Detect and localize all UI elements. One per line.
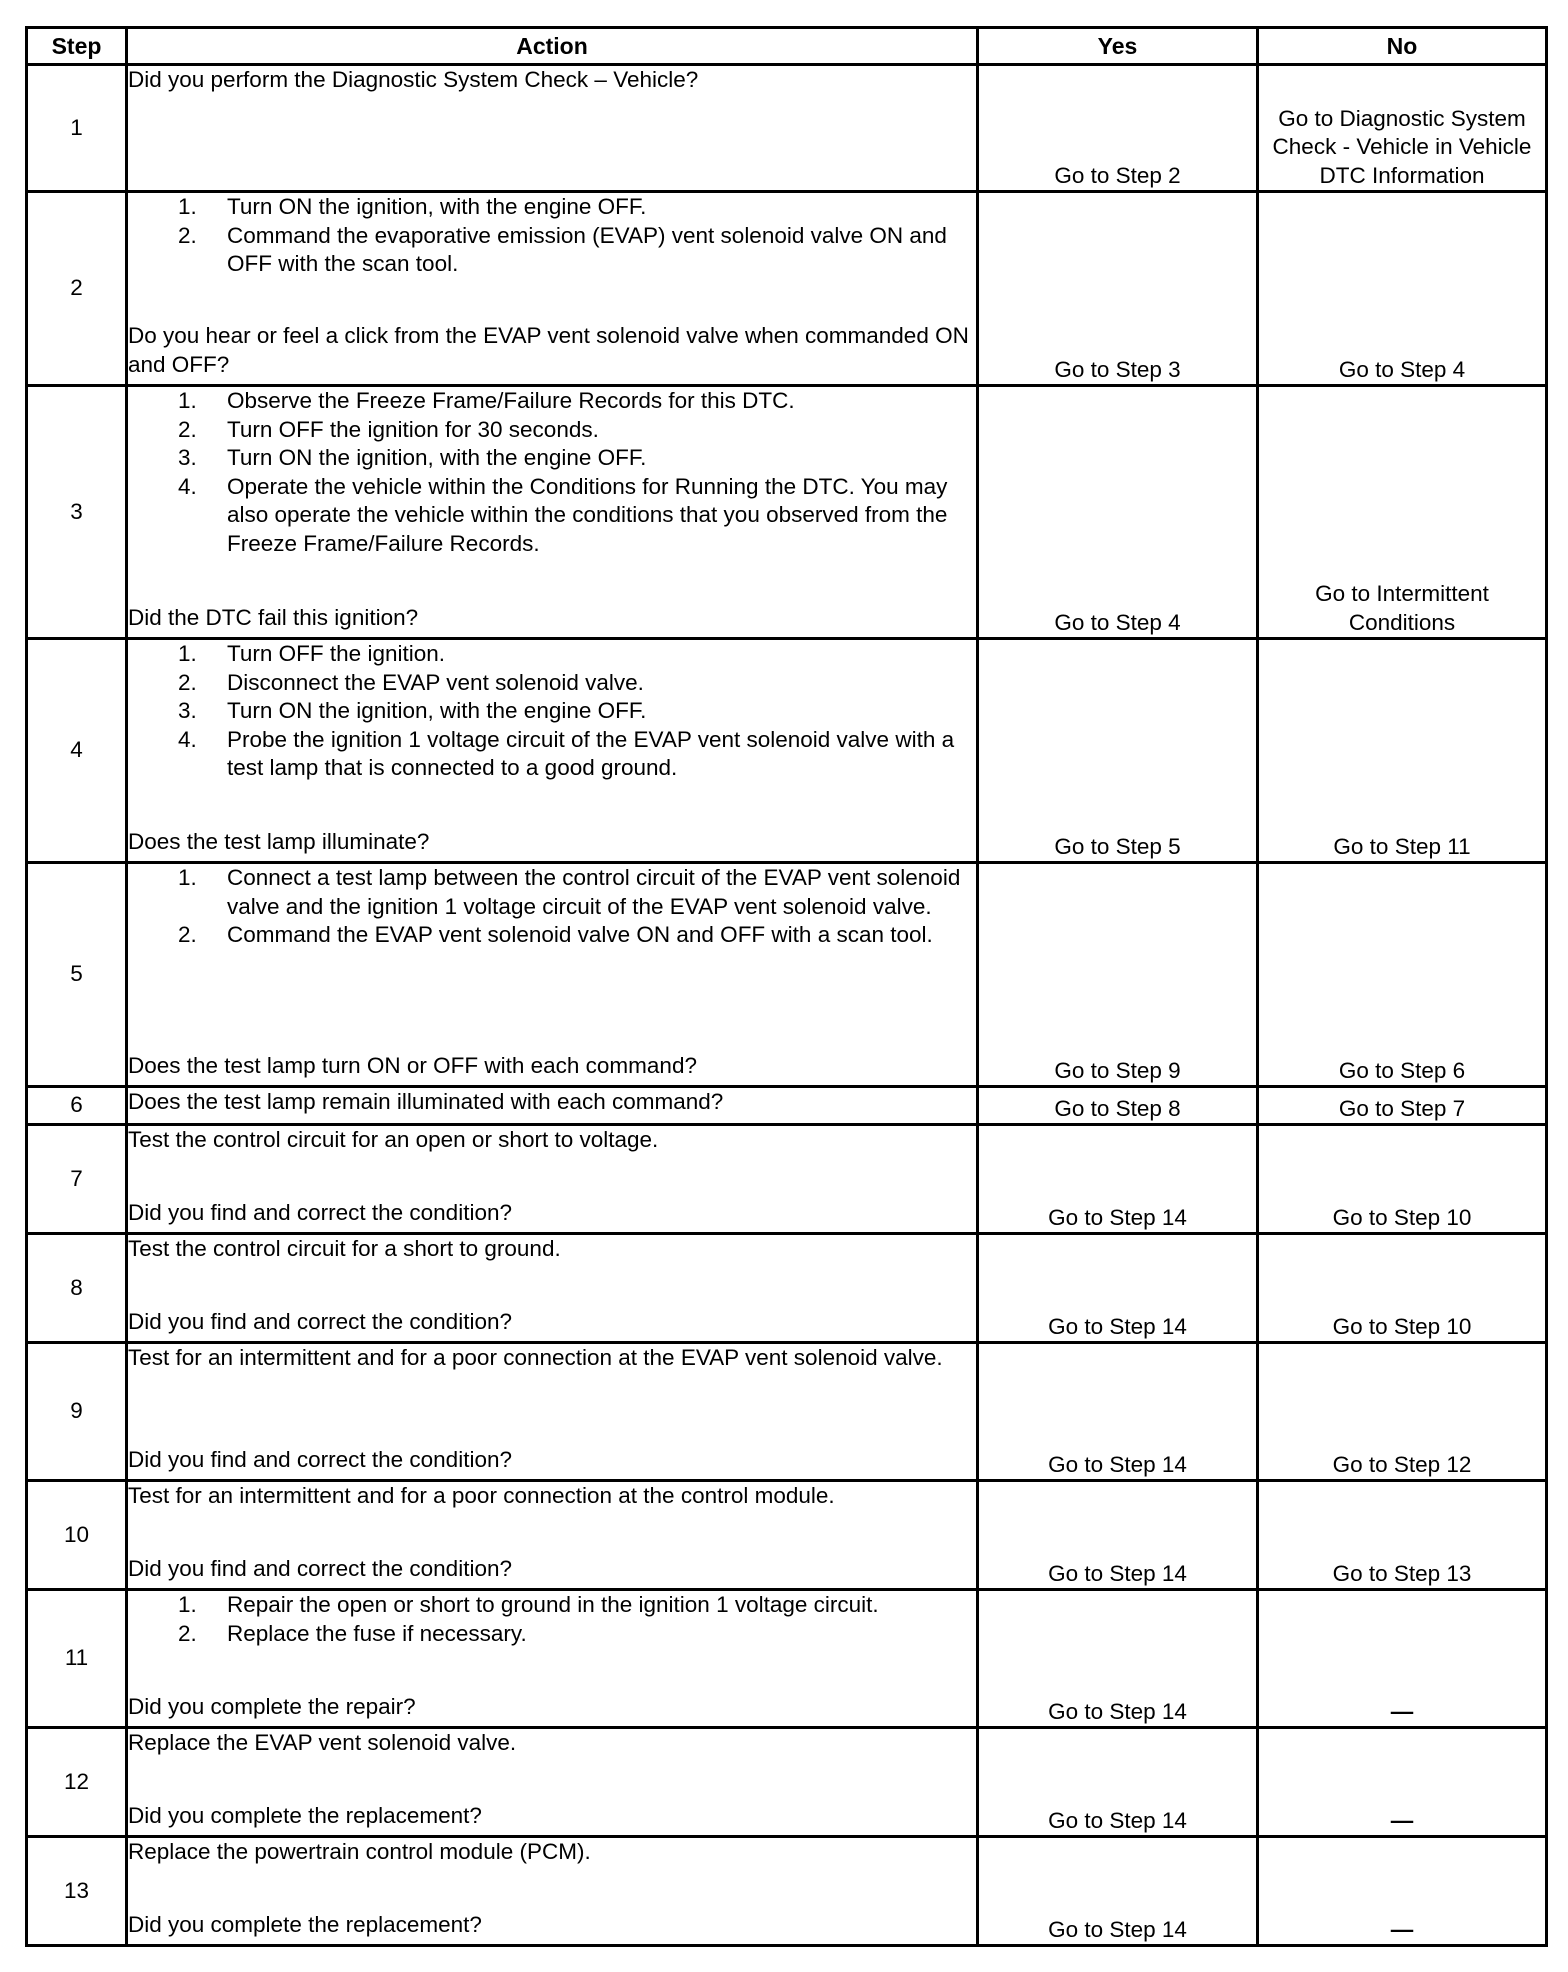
action-question: Did you complete the replacement? [128, 1911, 482, 1937]
procedure-list [128, 864, 976, 950]
action-intro: Test for an intermittent and for a poor connection at the EVAP vent solenoid valve. [128, 1345, 943, 1370]
table-row [27, 386, 1547, 639]
step-number: 13 [27, 1837, 127, 1946]
procedure-item [128, 444, 976, 473]
procedure-item-number: 2. [178, 416, 197, 442]
yes-result: Go to Step 14 [978, 1590, 1258, 1728]
action-question: Did you find and correct the condition? [128, 1199, 512, 1225]
step-number: 8 [27, 1234, 127, 1343]
procedure-item [128, 726, 976, 783]
action-cell [127, 1087, 978, 1125]
action-question: Does the test lamp turn ON or OFF with each command? [128, 1052, 697, 1078]
procedure-item-text: Command the EVAP vent solenoid valve ON and OFF with a scan tool. [227, 922, 933, 947]
no-result: Go to Step 7 [1258, 1087, 1547, 1125]
table-row [27, 1125, 1547, 1234]
procedure-item [128, 416, 976, 445]
procedure-item-text: Turn OFF the ignition. [227, 641, 446, 666]
action-cell [127, 639, 978, 863]
action-cell [127, 1728, 978, 1837]
step-number: 10 [27, 1481, 127, 1590]
step-number: 2 [27, 192, 127, 386]
no-result: Go to Step 4 [1258, 192, 1547, 386]
procedure-item-number: 1. [178, 388, 197, 413]
procedure-item-number: 1. [178, 865, 197, 890]
yes-result: Go to Step 2 [978, 65, 1258, 192]
action-question: Does the test lamp remain illuminated with each command? [128, 1089, 724, 1114]
procedure-item [128, 1620, 976, 1649]
diagnostic-table [25, 26, 1548, 1947]
procedure-item [128, 921, 976, 950]
procedure-item [128, 193, 976, 222]
action-cell [127, 863, 978, 1087]
no-result: Go to Intermittent Conditions [1258, 386, 1547, 639]
procedure-list [128, 193, 976, 279]
procedure-item [128, 640, 976, 669]
action-instructions [128, 1126, 976, 1155]
action-question: Did you complete the repair? [128, 1693, 416, 1719]
procedure-item [128, 222, 976, 279]
action-instructions [128, 387, 976, 558]
step-number: 5 [27, 863, 127, 1087]
action-question: Did you find and correct the condition? [128, 1555, 512, 1581]
procedure-item [128, 473, 976, 559]
table-row [27, 192, 1547, 386]
table-row [27, 1837, 1547, 1946]
table-row [27, 1343, 1547, 1481]
procedure-item-number: 3. [178, 698, 197, 723]
yes-result: Go to Step 14 [978, 1125, 1258, 1234]
procedure-item-number: 2. [178, 1620, 197, 1646]
procedure-item-text: Turn ON the ignition, with the engine OFF. [227, 194, 647, 219]
procedure-item-number: 1. [178, 194, 197, 219]
procedure-item [128, 669, 976, 698]
no-result: Go to Step 6 [1258, 863, 1547, 1087]
action-instructions [128, 1729, 976, 1758]
action-intro: Test the control circuit for a short to ground. [128, 1236, 561, 1261]
procedure-item-number: 4. [178, 726, 197, 752]
procedure-item [128, 1591, 976, 1620]
header-action: Action [127, 28, 978, 65]
action-cell [127, 1125, 978, 1234]
table-row [27, 1481, 1547, 1590]
action-intro: Replace the powertrain control module (PCM). [128, 1839, 591, 1864]
procedure-item-number: 1. [178, 1592, 197, 1617]
action-instructions [128, 640, 976, 783]
procedure-item-number: 1. [178, 641, 197, 666]
step-number: 4 [27, 639, 127, 863]
action-instructions [128, 193, 976, 279]
yes-result: Go to Step 14 [978, 1728, 1258, 1837]
action-cell [127, 192, 978, 386]
no-result: Go to Diagnostic System Check - Vehicle in Vehicle DTC Information [1258, 65, 1547, 192]
action-question: Did you find and correct the condition? [128, 1446, 512, 1472]
step-number: 12 [27, 1728, 127, 1837]
no-result: Go to Step 10 [1258, 1125, 1547, 1234]
no-result: — [1258, 1590, 1547, 1728]
action-cell [127, 65, 978, 192]
header-yes: Yes [978, 28, 1258, 65]
action-question: Did you find and correct the condition? [128, 1308, 512, 1334]
procedure-item-text: Operate the vehicle within the Conditions for Running the DTC. You may also operate the vehicle within the conditions that you observed from the Freeze Frame/Failure Records. [227, 473, 948, 556]
table-row [27, 1590, 1547, 1728]
header-row [27, 28, 1547, 65]
action-instructions [128, 1591, 976, 1648]
yes-result: Go to Step 14 [978, 1837, 1258, 1946]
yes-result: Go to Step 5 [978, 639, 1258, 863]
action-cell [127, 1837, 978, 1946]
action-question: Does the test lamp illuminate? [128, 828, 430, 854]
procedure-item [128, 697, 976, 726]
action-instructions [128, 1235, 976, 1264]
yes-result: Go to Step 9 [978, 863, 1258, 1087]
table-row [27, 1087, 1547, 1125]
action-question: Did you complete the replacement? [128, 1802, 482, 1828]
procedure-item-text: Probe the ignition 1 voltage circuit of the EVAP vent solenoid valve with a test lamp that is connected to a good ground. [227, 726, 955, 780]
procedure-item-text: Command the evaporative emission (EVAP) vent solenoid valve ON and OFF with the scan tool. [227, 222, 947, 276]
procedure-item-text: Observe the Freeze Frame/Failure Records for this DTC. [227, 388, 795, 413]
no-result: Go to Step 13 [1258, 1481, 1547, 1590]
procedure-item-number: 4. [178, 473, 197, 499]
action-question: Did the DTC fail this ignition? [128, 604, 419, 630]
procedure-item-text: Turn ON the ignition, with the engine OFF. [227, 445, 647, 470]
step-number: 9 [27, 1343, 127, 1481]
no-result: — [1258, 1728, 1547, 1837]
procedure-list [128, 1591, 976, 1648]
action-intro: Replace the EVAP vent solenoid valve. [128, 1730, 517, 1755]
action-cell [127, 386, 978, 639]
action-question: Did you perform the Diagnostic System Check – Vehicle? [128, 67, 699, 92]
yes-result: Go to Step 3 [978, 192, 1258, 386]
step-number: 1 [27, 65, 127, 192]
procedure-item [128, 387, 976, 416]
step-number: 6 [27, 1087, 127, 1125]
no-result: Go to Step 11 [1258, 639, 1547, 863]
procedure-item-text: Disconnect the EVAP vent solenoid valve. [227, 669, 644, 695]
header-step: Step [27, 28, 127, 65]
no-result: Go to Step 10 [1258, 1234, 1547, 1343]
step-number: 3 [27, 386, 127, 639]
procedure-item-text: Repair the open or short to ground in the ignition 1 voltage circuit. [227, 1592, 879, 1617]
table-row [27, 863, 1547, 1087]
action-intro: Test the control circuit for an open or short to voltage. [128, 1127, 659, 1152]
table-row [27, 65, 1547, 192]
no-result: Go to Step 12 [1258, 1343, 1547, 1481]
procedure-list [128, 640, 976, 783]
action-instructions [128, 864, 976, 950]
table-row [27, 639, 1547, 863]
yes-result: Go to Step 14 [978, 1234, 1258, 1343]
procedure-item-number: 2. [178, 922, 197, 947]
procedure-item-text: Connect a test lamp between the control circuit of the EVAP vent solenoid valve and the ignition 1 voltage circuit of the EVAP vent solenoid valve. [227, 865, 961, 919]
procedure-item-number: 2. [178, 222, 197, 248]
procedure-item [128, 864, 976, 921]
yes-result: Go to Step 14 [978, 1481, 1258, 1590]
step-number: 11 [27, 1590, 127, 1728]
procedure-item-text: Replace the fuse if necessary. [227, 1620, 527, 1646]
header-no: No [1258, 28, 1547, 65]
yes-result: Go to Step 4 [978, 386, 1258, 639]
action-cell [127, 1481, 978, 1590]
action-intro: Test for an intermittent and for a poor connection at the control module. [128, 1483, 835, 1508]
procedure-item-number: 3. [178, 445, 197, 470]
yes-result: Go to Step 8 [978, 1087, 1258, 1125]
procedure-item-text: Turn ON the ignition, with the engine OFF. [227, 698, 647, 723]
table-row [27, 1728, 1547, 1837]
table-row [27, 1234, 1547, 1343]
action-instructions [128, 1344, 976, 1373]
no-result: — [1258, 1837, 1547, 1946]
action-instructions [128, 1482, 976, 1511]
yes-result: Go to Step 14 [978, 1343, 1258, 1481]
action-cell [127, 1234, 978, 1343]
procedure-item-text: Turn OFF the ignition for 30 seconds. [227, 416, 599, 442]
procedure-list [128, 387, 976, 558]
action-cell [127, 1343, 978, 1481]
action-question: Do you hear or feel a click from the EVAP vent solenoid valve when commanded ON and OFF? [128, 323, 969, 377]
action-instructions [128, 1838, 976, 1867]
step-number: 7 [27, 1125, 127, 1234]
action-cell [127, 1590, 978, 1728]
procedure-item-number: 2. [178, 669, 197, 695]
